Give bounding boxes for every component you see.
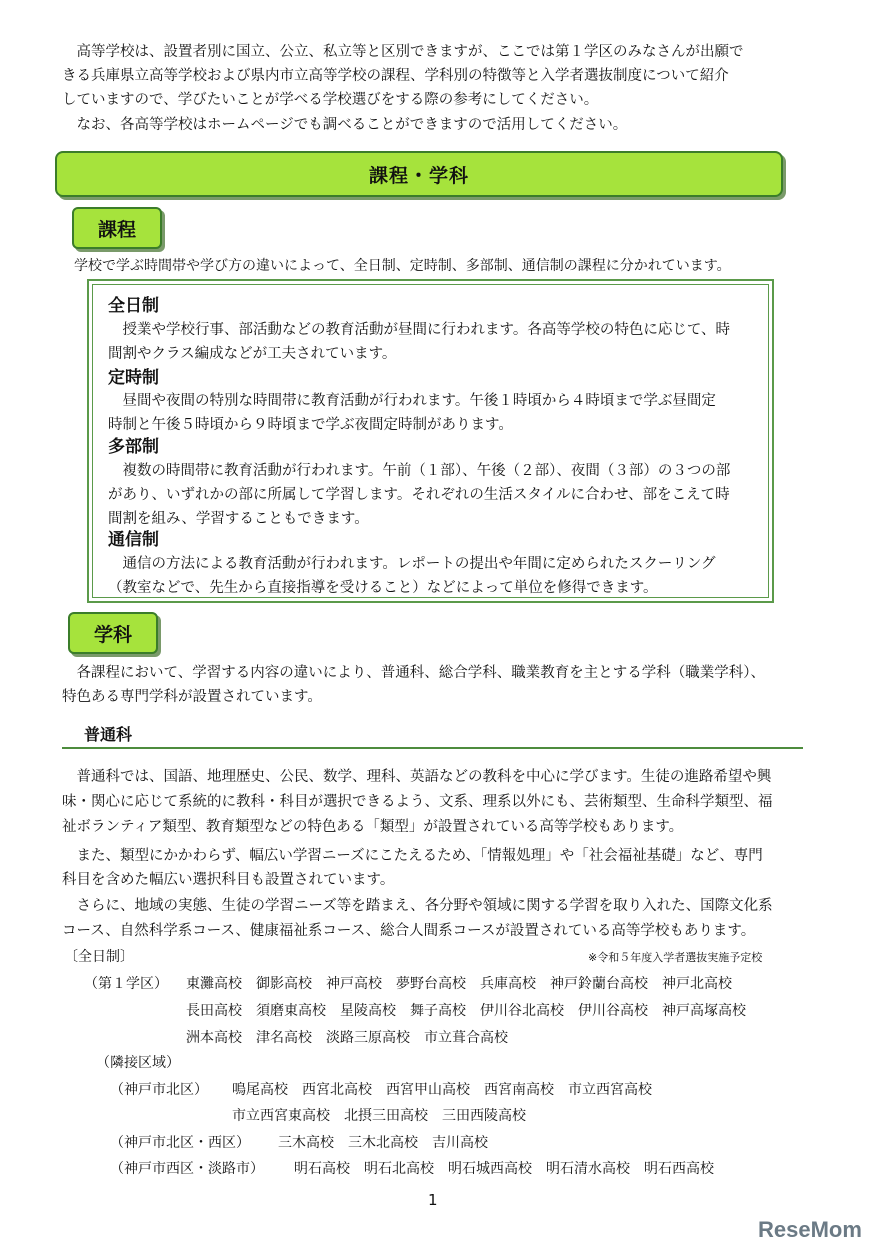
school: 神戸高校 bbox=[326, 976, 382, 992]
futsuka-line: 普通科では、国語、地理歴史、公民、数学、理科、英語などの教科を中心に学びます。生徒の進路希望や興 bbox=[62, 769, 772, 785]
gakka-tag bbox=[68, 612, 158, 654]
school: 神戸鈴蘭台高校 bbox=[550, 976, 648, 992]
katei-tag bbox=[72, 207, 162, 249]
school: 須磨東高校 bbox=[256, 1003, 326, 1019]
futsuka-line: 祉ボランティア類型、教育類型などの特色ある「類型」が設置されている高等学校もあります。 bbox=[62, 819, 684, 835]
futsuka-line: 味・関心に応じて系統的に教科・科目が選択できるよう、文系、理系以外にも、芸術類型、生命科学類型、福 bbox=[62, 794, 773, 810]
school: 西宮南高校 bbox=[484, 1082, 554, 1098]
intro-line: 高等学校は、設置者別に国立、公立、私立等と区別できますが、ここでは第１学区のみなさんが出願で bbox=[62, 44, 744, 60]
school-row bbox=[278, 1132, 502, 1154]
item-line: 授業や学校行事、部活動などの教育活動が昼間に行われます。各高等学校の特色に応じて、時 bbox=[108, 322, 731, 338]
adjacent-label: （隣接区域） bbox=[96, 1055, 180, 1071]
futsuka-line: さらに、地域の実態、生徒の学習ニーズ等を踏まえ、各分野や領域に関する学習を取り入れた、国際文化系 bbox=[62, 898, 773, 914]
futsuka-line: コース、自然科学系コース、健康福祉系コース、総合人間系コースが設置されている高等学校もあります。 bbox=[62, 923, 756, 939]
school: 三木高校 bbox=[278, 1135, 334, 1151]
school-row bbox=[232, 1079, 666, 1101]
banner-title: 課程・学科 bbox=[368, 164, 469, 187]
item-line: 間割やクラス編成などが工夫されています。 bbox=[108, 346, 397, 362]
school: 神戸高塚高校 bbox=[662, 1003, 746, 1019]
item-line: 昼間や夜間の特別な時間帯に教育活動が行われます。午後１時頃から４時頃まで学ぶ昼間定 bbox=[108, 393, 716, 409]
school-row bbox=[186, 973, 746, 995]
item-line: 複数の時間帯に教育活動が行われます。午前（１部）、午後（２部）、夜間（３部）の３つの部 bbox=[108, 463, 731, 479]
area-label: （神戸市北区・西区） bbox=[110, 1135, 250, 1151]
resemom-logo: ReseMom bbox=[758, 1217, 862, 1242]
school: 三田西陵高校 bbox=[442, 1108, 526, 1124]
school: 西宮甲山高校 bbox=[386, 1082, 470, 1098]
school: 夢野台高校 bbox=[396, 976, 466, 992]
school: 御影高校 bbox=[256, 976, 312, 992]
item-title: 定時制 bbox=[108, 368, 159, 388]
school: 明石城西高校 bbox=[448, 1161, 532, 1177]
school: 神戸北高校 bbox=[662, 976, 732, 992]
school: 洲本高校 bbox=[186, 1030, 242, 1046]
gakka-line: 各課程において、学習する内容の違いにより、普通科、総合学科、職業教育を主とする学科（職業学科）、 bbox=[62, 665, 765, 681]
school: 長田高校 bbox=[186, 1003, 242, 1019]
intro-line: していますので、学びたいことが学べる学校選びをする際の参考にしてください。 bbox=[62, 92, 599, 108]
section-banner bbox=[55, 151, 783, 197]
school: 津名高校 bbox=[256, 1030, 312, 1046]
school: 伊川谷高校 bbox=[578, 1003, 648, 1019]
school: 舞子高校 bbox=[410, 1003, 466, 1019]
school: 北摂三田高校 bbox=[344, 1108, 428, 1124]
school: 伊川谷北高校 bbox=[480, 1003, 564, 1019]
school-row bbox=[294, 1158, 728, 1180]
school-row bbox=[186, 1000, 760, 1022]
gakka-line: 特色ある専門学科が設置されています。 bbox=[62, 689, 322, 705]
school: 明石北高校 bbox=[364, 1161, 434, 1177]
school: 市立西宮東高校 bbox=[232, 1108, 330, 1124]
school: 市立西宮高校 bbox=[568, 1082, 652, 1098]
school: 市立葺合高校 bbox=[424, 1030, 508, 1046]
school: 三木北高校 bbox=[348, 1135, 418, 1151]
intro-line: きる兵庫県立高等学校および県内市立高等学校の課程、学科別の特徴等と入学者選抜制度について紹介 bbox=[62, 68, 729, 84]
item-line: があり、いずれかの部に所属して学習します。それぞれの生活スタイルに合わせ、部をこえて時 bbox=[108, 487, 730, 503]
school: 明石清水高校 bbox=[546, 1161, 630, 1177]
item-line: （教室などで、先生から直接指導を受けること）などによって単位を修得できます。 bbox=[108, 580, 658, 596]
school: 星陵高校 bbox=[340, 1003, 396, 1019]
intro-line: なお、各高等学校はホームページでも調べることができますので活用してください。 bbox=[62, 117, 628, 133]
school: 東灘高校 bbox=[186, 976, 242, 992]
gakka-label: 学科 bbox=[93, 623, 132, 646]
futsuka-line: また、類型にかかわらず、幅広い学習ニーズにこたえるため、「情報処理」や「社会福祉基礎」など、専門 bbox=[62, 848, 763, 864]
zennichi-label: 〔全日制〕 bbox=[64, 949, 134, 965]
area-label: （神戸市北区） bbox=[110, 1082, 208, 1098]
school: 淡路三原高校 bbox=[326, 1030, 410, 1046]
item-title: 全日制 bbox=[108, 296, 159, 316]
futsuka-title: 普通科 bbox=[84, 725, 133, 744]
item-line: 通信の方法による教育活動が行われます。レポートの提出や年間に定められたスクーリング bbox=[108, 556, 716, 572]
item-line: 間割を組み、学習することもできます。 bbox=[108, 511, 369, 527]
school: 吉川高校 bbox=[432, 1135, 488, 1151]
page-number: 1 bbox=[428, 1191, 438, 1209]
school: 明石高校 bbox=[294, 1161, 350, 1177]
school: 兵庫高校 bbox=[480, 976, 536, 992]
item-title: 多部制 bbox=[108, 437, 159, 457]
district1-label: （第１学区） bbox=[84, 976, 168, 992]
futsuka-heading bbox=[62, 723, 803, 749]
area-label: （神戸市西区・淡路市） bbox=[110, 1161, 264, 1177]
katei-lead: 学校で学ぶ時間帯や学び方の違いによって、全日制、定時制、多部制、通信制の課程に分かれています。 bbox=[74, 258, 731, 274]
school-row bbox=[232, 1105, 540, 1127]
school: 明石西高校 bbox=[644, 1161, 714, 1177]
school-row bbox=[186, 1027, 522, 1049]
katei-label: 課程 bbox=[97, 218, 136, 241]
item-line: 時制と午後５時頃から９時頃まで学ぶ夜間定時制があります。 bbox=[108, 417, 513, 433]
school: 西宮北高校 bbox=[302, 1082, 372, 1098]
note: ※令和５年度入学者選抜実施予定校 bbox=[588, 951, 763, 964]
futsuka-line: 科目を含めた幅広い選択科目も設置されています。 bbox=[62, 872, 395, 888]
school: 鳴尾高校 bbox=[232, 1082, 288, 1098]
item-title: 通信制 bbox=[108, 530, 159, 550]
